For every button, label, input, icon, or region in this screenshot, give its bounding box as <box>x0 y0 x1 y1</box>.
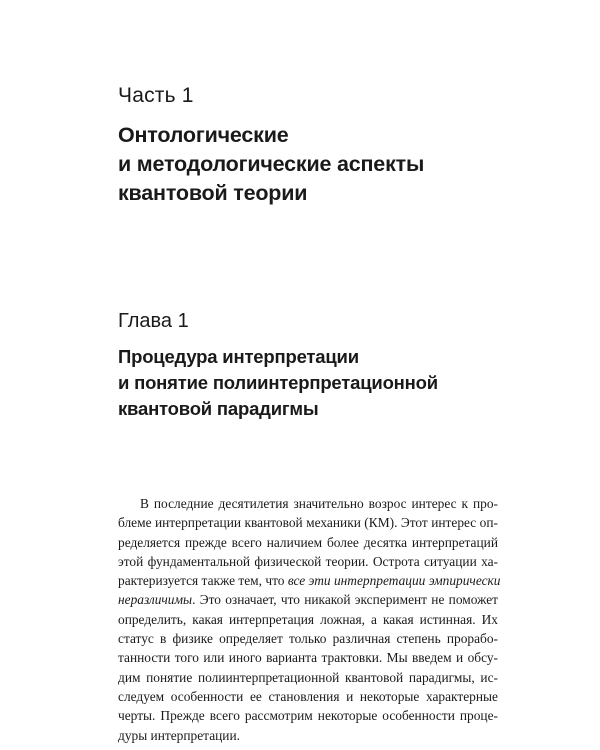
part-title-line: и методологические аспекты <box>118 152 425 176</box>
body-line: статус в физике определяет только различная степень прорабо- <box>118 631 498 647</box>
emphasis-text: неразличимы <box>118 592 193 608</box>
body-line: дуры интерпретации. <box>118 727 240 743</box>
chapter-title <box>118 344 558 422</box>
chapter-label: Глава 1 <box>118 310 189 332</box>
body-line: следуем особенности ее становления и некоторые характерные <box>118 688 498 704</box>
body-line: этой фундаментальной физической теории. Острота ситуации ха- <box>118 553 498 569</box>
part-title <box>118 121 558 208</box>
body-paragraph <box>118 494 501 745</box>
part-title-line: Онтологические <box>118 123 289 147</box>
body-line-text: . Это означает, что никакой эксперимент не поможет <box>192 592 498 608</box>
body-line <box>118 494 498 513</box>
chapter-title-line: и понятие полиинтерпретационной <box>118 372 438 393</box>
part-label: Часть 1 <box>118 84 194 107</box>
body-line: определить, какая интерпретация ложная, а какая истинная. Их <box>118 611 498 627</box>
body-line <box>118 590 498 609</box>
body-line: черты. Прежде всего рассмотрим некоторые особенности проце- <box>118 708 498 724</box>
body-line: ределяется прежде всего наличием более десятка интерпретаций <box>118 534 498 550</box>
body-line: дим понятие полиинтерпретационной квантовой парадигмы, ис- <box>118 669 498 685</box>
chapter-title-line: Процедура интерпретации <box>118 346 359 367</box>
part-title-line: квантовой теории <box>118 181 308 205</box>
body-line <box>118 571 501 590</box>
body-line: блеме интерпретации квантовой механики (КМ). Этот интерес оп- <box>118 515 498 531</box>
body-line: танности того или иного варианта трактовки. Мы введем и обсу- <box>118 650 498 666</box>
body-line-text: В последние десятилетия значительно возрос интерес к про- <box>140 496 498 511</box>
emphasis-text: все эти интерпретации эмпирически <box>287 573 501 589</box>
chapter-title-line: квантовой парадигмы <box>118 398 319 419</box>
body-line-text: рактеризуется также тем, что <box>118 573 288 589</box>
